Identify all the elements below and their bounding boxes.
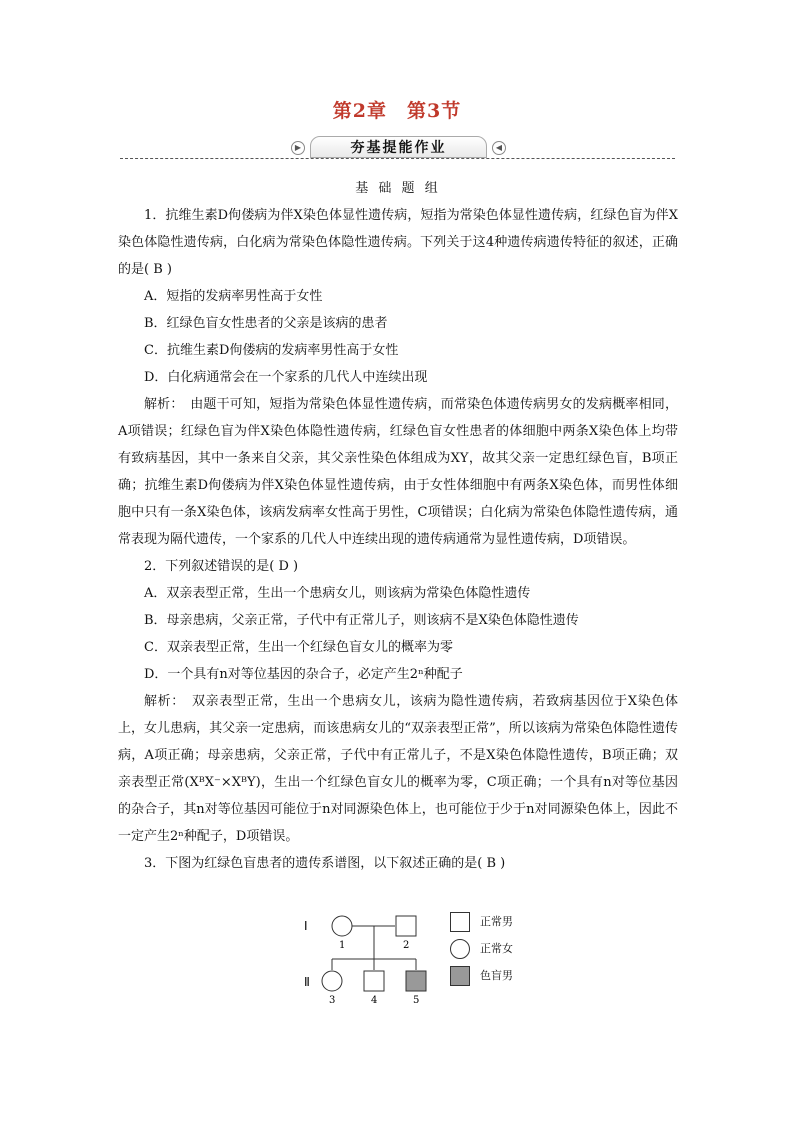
q1-analysis: 解析： 由题干可知，短指为常染色体显性遗传病，而常染色体遗传病男女的发病概率相同，A项错误；红绿色盲为伴X染色体隐性遗传病，红绿色盲女性患者的体细胞中两条X染色体上均带有致病基因，其中一条来自父亲，其父亲性染色体组成为XY，故其父亲一定患红绿色盲，B项正确；抗维生素D佝偻病为伴X染色体显性遗传病，由于女性体细胞中有两条X染色体，而男性体细胞中只有一条X染色体，该病发病率女性高于男性，C项错误；白化病为常染色体隐性遗传病，通常表现为隔代遗传，一个家系的几代人中连续出现的遗传病通常为显性遗传病，D项错误。 xyxy=(118,397,678,547)
generation-label-2: Ⅱ xyxy=(304,975,310,989)
square-icon xyxy=(450,912,470,932)
section-title: 基 础 题 组 xyxy=(355,181,441,196)
generation-label-1: Ⅰ xyxy=(304,919,308,933)
circle-icon xyxy=(450,939,470,959)
q2-option-b: B．母亲患病，父亲正常，子代中有正常儿子，则该病不是X染色体隐性遗传 xyxy=(144,613,579,628)
legend-normal-male: 正常男 xyxy=(450,912,570,939)
q2-option-a: A．双亲表型正常，生出一个患病女儿，则该病为常染色体隐性遗传 xyxy=(144,586,531,601)
individual-ii-4-male xyxy=(364,971,384,991)
question-1-stem: 1．抗维生素D佝偻病为伴X染色体显性遗传病，短指为常染色体显性遗传病，红绿色盲为伴X染色体隐性遗传病，白化病为常染色体隐性遗传病。下列关于这4种遗传病遗传特征的叙述，正确的是( B ) xyxy=(118,208,678,277)
pedigree-legend xyxy=(450,912,570,993)
filled-square-icon xyxy=(450,966,470,986)
q2-analysis: 解析： 双亲表型正常，生出一个患病女儿，该病为隐性遗传病，若致病基因位于X染色体上，女儿患病，其父亲一定患病，而该患病女儿的“双亲表型正常”，所以该病为常染色体隐性遗传病，A项正确；母亲患病，父亲正常，子代中有正常儿子，不是X染色体隐性遗传，B项正确；双亲表型正常(XᴮX⁻×XᴮY)，生出一个红绿色盲女儿的概率为零，C项正确；一个具有n对等位基因的杂合子，其n对等位基因可能位于n对同源染色体上，也可能位于少于n对同源染色体上，因此不一定产生2ⁿ种配子，D项错误。 xyxy=(118,694,678,844)
individual-i-2-male xyxy=(396,916,416,936)
dashed-divider xyxy=(120,158,675,159)
individual-i-1-female xyxy=(332,916,352,936)
banner-box xyxy=(294,136,503,158)
section-banner xyxy=(120,134,675,160)
id-3: 3 xyxy=(329,995,336,1006)
question-3-stem: 3．下图为红绿色盲患者的遗传系谱图，以下叙述正确的是( B ) xyxy=(144,856,506,871)
individual-ii-3-female xyxy=(322,971,342,991)
chapter-title: 第2章 第3节 xyxy=(332,100,462,122)
id-1: 1 xyxy=(339,940,346,951)
question-2-stem: 2．下列叙述错误的是( D ) xyxy=(144,559,299,574)
legend-colorblind-male: 色盲男 xyxy=(450,966,570,993)
id-5: 5 xyxy=(413,995,420,1006)
worksheet-content xyxy=(118,175,678,877)
q1-option-b: B．红绿色盲女性患者的父亲是该病的患者 xyxy=(144,316,388,331)
id-4: 4 xyxy=(371,995,378,1006)
q1-option-a: A．短指的发病率男性高于女性 xyxy=(144,289,323,304)
id-2: 2 xyxy=(403,940,410,951)
q2-option-c: C．双亲表型正常，生出一个红绿色盲女儿的概率为零 xyxy=(144,640,453,655)
arrow-right-icon: ▶ xyxy=(291,141,305,155)
arrow-left-icon: ◀ xyxy=(492,141,506,155)
q1-option-c: C．抗维生素D佝偻病的发病率男性高于女性 xyxy=(144,343,399,358)
legend-normal-female: 正常女 xyxy=(450,939,570,966)
q1-option-d: D．白化病通常会在一个家系的几代人中连续出现 xyxy=(144,370,428,385)
individual-ii-5-affected-male xyxy=(406,971,426,991)
banner-label: 夯基提能作业 xyxy=(350,140,447,156)
q2-option-d: D．一个具有n对等位基因的杂合子，必定产生2ⁿ种配子 xyxy=(144,667,463,682)
